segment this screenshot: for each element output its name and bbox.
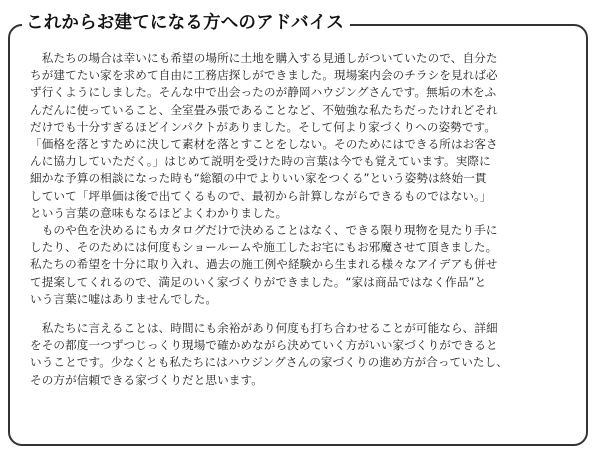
paragraph-2 [30,320,568,389]
text-line: 私たちの希望を十分に取り入れ、過去の施工例や経験から生まれる様々なアイデアも併せ [30,257,498,272]
text-line: 私たちの場合は幸いにも希望の場所に土地を購入する見通しがついていたので、自分た [30,51,498,65]
text-line: んだんに使っていること、全室畳み張であることなど、不勉強な私たちだったけれどそれ [30,102,498,117]
text-line: という言葉の意味もなるほどよくわかりました。 [30,205,288,220]
title-container [22,10,350,36]
text-line: いう言葉に嘘はありませんでした。 [30,291,218,306]
text-line: 細かな予算の相談になった時も“総額の中でよりいい家をつくる”という姿勢は終始一貫 [30,171,487,186]
text-line: て提案してくれるので、満足のいく家づくりができました。“家は商品ではなく作品”と [30,274,487,289]
text-line: したり、そのためには何度もショールームや施工したお宅にもお邪魔させて頂きました。 [30,240,498,255]
text-line: んに協力していただく。」はじめて説明を受けた時の言葉は今でも覚えています。実際に [30,154,491,169]
text-line: ちが建てたい家を求めて自由に工務店探しができました。現場案内会のチラシを見れば必 [30,68,498,83]
page-title: これからお建てになる方へのアドバイス [26,13,345,33]
text-line: 「価格を落とすために決して素材を落とすことをしない。そのためにはできる所はお客さ [30,137,498,152]
text-line: ず行くようにしました。そんな中で出会ったのが静岡ハウジングさんです。無垢の木をふ [30,85,497,100]
text-line: だけでも十分すぎるほどインパクトがありました。そして何より家づくりへの姿勢です。 [30,119,497,134]
text-line: いうことです。少なくとも私たちにはハウジングさんの家づくりの進め方が合っていたし、 [30,355,508,370]
text-line: 私たちに言えることは、時間にも余裕があり何度も打ち合わせることが可能なら、詳細 [30,321,498,336]
text-line: していて「坪単価は後で出てくるもので、最初から計算しながらできるものではない。」 [30,188,492,203]
article-body [30,50,568,389]
text-line: をその都度一つずつじっくり現場で確かめながら決めていく方がいい家づくりができると [30,338,498,353]
paragraph-1 [30,50,568,308]
text-line: ものや色を決めるにもカタログだけで決めることはなく、できる限り現物を見たり手に [30,223,498,238]
text-line: その方が信頼できる家づくりだと思います。 [30,372,263,387]
